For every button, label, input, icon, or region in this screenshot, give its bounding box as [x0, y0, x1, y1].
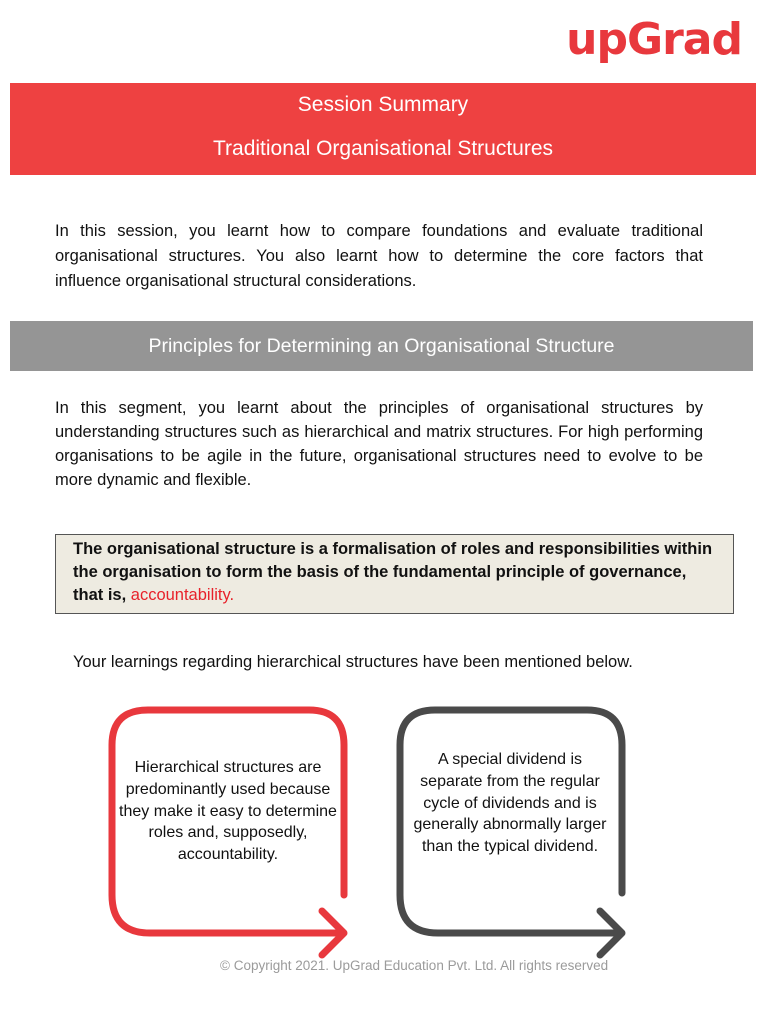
session-topic-title: Traditional Organisational Structures	[212, 137, 554, 160]
section-body-paragraph: In this segment, you learnt about the principles of organisational structures by understanding structures such as hierarchical and matrix structures. For high performing organisations to be agile in the future, organisational structures need to evolve to be more dynamic and flexible.	[55, 399, 703, 489]
callout-accent-word: accountability.	[130, 586, 235, 604]
session-summary-title: Session Summary	[297, 93, 469, 116]
intro-paragraph: In this session, you learnt how to compare foundations and evaluate traditional organisational structures. You also learnt how to determine the core factors that influence organisational structural considerations.	[55, 222, 703, 290]
section-title-banner: Principles for Determining an Organisational Structure	[10, 321, 753, 371]
callout-text: The organisational structure is a formalisation of roles and responsibilities within the organisation to form the basis of the fundamental principle of governance, that is,	[73, 540, 713, 604]
dividend-card-text: A special dividend is separate from the regular cycle of dividends and is generally abnormally larger than the typical dividend.	[413, 751, 607, 856]
learnings-lead-text: Your learnings regarding hierarchical structures have been mentioned below.	[73, 653, 633, 671]
hierarchical-card-text: Hierarchical structures are predominantly used because they make it easy to determine roles and, supposedly, accountability.	[119, 759, 337, 864]
copyright-footer: © Copyright 2021. UpGrad Education Pvt. Ltd. All rights reserved	[220, 958, 609, 973]
upgrad-logo: upGrad	[566, 14, 742, 65]
